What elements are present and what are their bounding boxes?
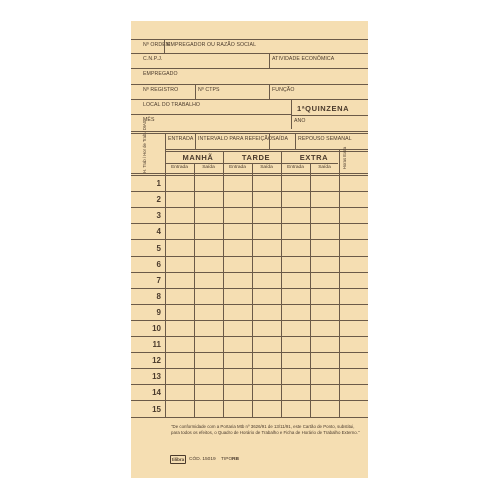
day-number: 8 <box>156 291 161 301</box>
extra-header: EXTRA <box>299 153 329 162</box>
day-number: 12 <box>152 356 161 366</box>
extra-entrada-label: Entrada <box>287 165 304 170</box>
rule <box>339 149 340 417</box>
rule <box>295 133 296 149</box>
row-rule <box>131 384 368 385</box>
no-ctps-label: Nº CTPS <box>198 87 220 93</box>
dias-column-label: H. Trab / Hor de Trab / DIAS <box>142 120 147 173</box>
day-number: 2 <box>156 195 161 205</box>
day-number: 15 <box>152 404 161 414</box>
rule <box>131 173 368 174</box>
rule <box>131 39 368 40</box>
rule <box>131 114 291 115</box>
day-number: 13 <box>152 372 161 382</box>
manha-header: MANHÃ <box>182 153 214 162</box>
row-rule <box>131 288 368 289</box>
day-number: 1 <box>156 179 161 189</box>
rule <box>164 39 165 53</box>
rule <box>195 133 196 149</box>
atividade-label: ATIVIDADE ECONÔMICA <box>272 56 335 62</box>
rule <box>131 175 368 176</box>
row-rule <box>131 191 368 192</box>
row-rule <box>131 400 368 401</box>
no-registro-label: Nº REGISTRO <box>143 87 179 93</box>
rule <box>131 68 368 69</box>
intervalo-label: INTERVALO PARA REFEIÇÃO <box>198 136 273 142</box>
rule <box>131 99 368 100</box>
no-ordem-label: Nº ORDEM <box>143 42 171 48</box>
product-code: CÓD. 15019 <box>189 457 216 462</box>
rule <box>131 133 368 134</box>
ano-label: ANO <box>294 118 306 124</box>
repouso-label: REPOUSO SEMANAL <box>298 136 352 142</box>
rule <box>291 99 292 129</box>
mes-label: MÊS <box>143 117 155 123</box>
row-rule <box>131 304 368 305</box>
local-label: LOCAL DO TRABALHO <box>143 102 201 108</box>
day-number: 14 <box>152 388 161 398</box>
rule <box>165 151 368 152</box>
manha-entrada-label: Entrada <box>171 165 188 170</box>
row-rule <box>131 256 368 257</box>
rule <box>195 84 196 99</box>
saida-label: SAÍDA <box>272 136 289 142</box>
tipo-label: TIPO <box>221 457 233 462</box>
rule <box>131 53 368 54</box>
day-number: 9 <box>156 307 161 317</box>
tarde-entrada-label: Entrada <box>229 165 246 170</box>
day-number: 5 <box>156 243 161 253</box>
rule <box>310 163 311 417</box>
rule <box>131 417 368 418</box>
row-rule <box>131 239 368 240</box>
manha-saida-label: Saída <box>202 165 215 170</box>
quinzena-title: 1ªQUINZENA <box>297 104 350 113</box>
row-rule <box>131 207 368 208</box>
footer-note: "De conformidade com a Portaria Mtb nº 3626/91 de 13/11/91, este Cartão de Ponto, substitui, para todos os efeitos, o Quadro de Horário de Trabalho e Ficha de Horário de Trabalho Externo." <box>171 424 360 435</box>
empregado-label: EMPREGADO <box>143 71 178 77</box>
tarde-header: TARDE <box>241 153 271 162</box>
rule <box>269 84 270 99</box>
rule <box>194 163 195 417</box>
rule <box>291 115 368 116</box>
cnpj-label: C.N.P.J. <box>143 56 163 62</box>
tipo-value: RB <box>232 457 239 462</box>
rule <box>165 149 368 150</box>
day-number: 4 <box>156 227 161 237</box>
entrada-label: ENTRADA <box>168 136 194 142</box>
time-card <box>131 21 368 478</box>
row-rule <box>131 320 368 321</box>
row-rule <box>131 368 368 369</box>
funcao-label: FUNÇÃO <box>272 87 295 93</box>
rule <box>269 53 270 68</box>
horas-extra-label: Horas Extra <box>342 146 347 170</box>
day-number: 6 <box>156 259 161 269</box>
extra-saida-label: Saída <box>318 165 331 170</box>
row-rule <box>131 272 368 273</box>
rule <box>252 163 253 417</box>
day-number: 11 <box>152 340 161 350</box>
empregador-label: EMPREGADOR OU RAZÃO SOCIAL <box>167 42 257 48</box>
day-number: 10 <box>152 324 161 333</box>
row-rule <box>131 352 368 353</box>
row-rule <box>131 223 368 224</box>
row-rule <box>131 336 368 337</box>
rule <box>131 84 368 85</box>
rule <box>131 131 368 132</box>
tilibra-logo: tilibra <box>171 457 185 462</box>
day-number: 7 <box>156 275 161 285</box>
day-number: 3 <box>156 211 161 221</box>
rule <box>165 133 166 417</box>
rule <box>269 133 270 149</box>
tarde-saida-label: Saída <box>260 165 273 170</box>
